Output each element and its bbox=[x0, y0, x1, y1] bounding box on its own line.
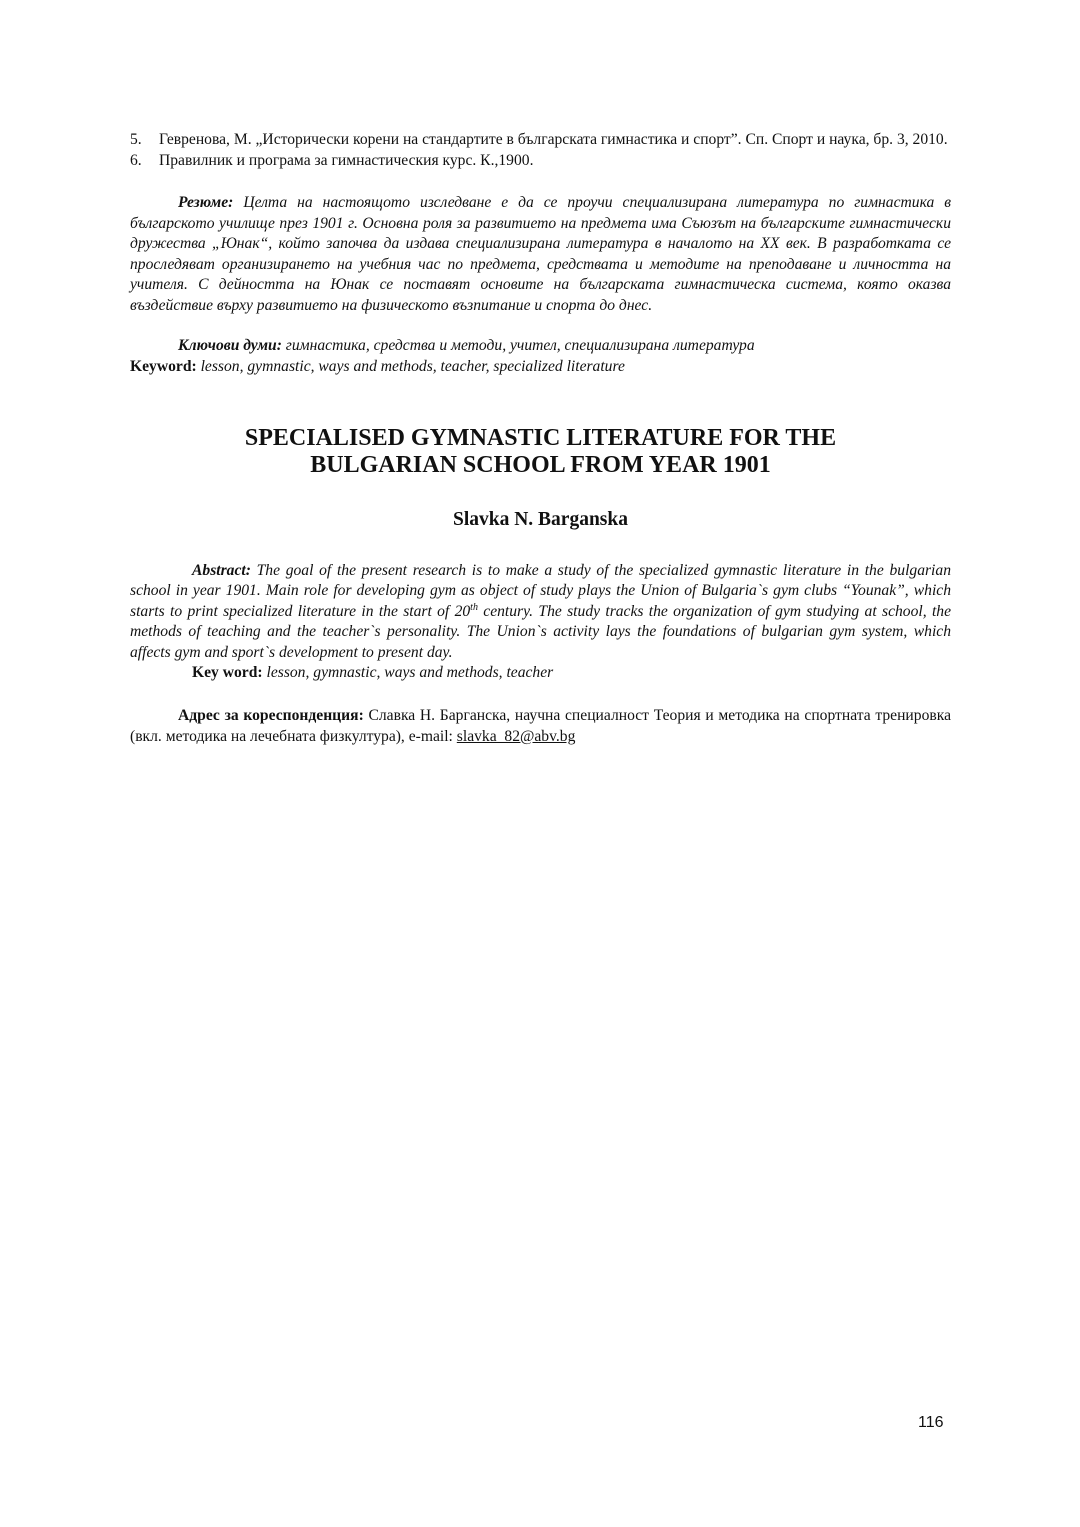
keywords-en bbox=[130, 357, 951, 378]
reference-item bbox=[130, 130, 951, 151]
reference-number: 5. bbox=[130, 131, 142, 148]
author-name: Slavka N. Barganska bbox=[452, 509, 628, 530]
page-number: 116 bbox=[918, 1414, 944, 1431]
paper-title-line-2: BULGARIAN SCHOOL FROM YEAR 1901 bbox=[310, 452, 771, 478]
keywords-en-text: lesson, gymnastic, ways and methods, teacher, specialized literature bbox=[196, 357, 625, 375]
reference-number: 6. bbox=[130, 151, 142, 169]
address-text: Славка Н. Барганска, научна специалност Теория и методика на спортната тренировка (вкл. методика на лечебната физкултура), e-mail: bbox=[130, 707, 951, 745]
keywords-en-label: Keyword: bbox=[130, 357, 197, 375]
reference-item bbox=[130, 151, 951, 172]
abstract-superscript: th bbox=[470, 601, 478, 613]
paper-title bbox=[130, 425, 951, 479]
abstract-paragraph bbox=[130, 561, 951, 664]
resume-label: Резюме: bbox=[178, 194, 234, 211]
key-word-text: lesson, gymnastic, ways and methods, teacher bbox=[262, 663, 554, 681]
reference-text: Гевренова, М. „Исторически корени на стандартите в българската гимнастика и спорт”. Сп. Спорт и наука, бр. 3, 2010. bbox=[159, 131, 948, 148]
abstract-text-1: The goal of the present research is to make a study of the specialized gymnastic literature in the bulgarian school in year 1901. Main role for developing gym as object of study plays the Union of Bulgaria`s gym clubs “Younak”, which starts to print specialized literature in the start of 20 bbox=[130, 561, 951, 620]
keywords-bg bbox=[130, 336, 951, 357]
abstract-text-2: century. The study tracks the organization of gym studying at school, the methods of teaching and the teacher`s personality. The Union`s activity lays the foundations of bulgarian gym system, which affects gym and sport`s development to present day. bbox=[130, 602, 951, 661]
keywords-bg-text: гимнастика, средства и методи, учител, специализирана литература bbox=[281, 337, 755, 354]
address-label: Адрес за кореспонденция: bbox=[178, 707, 364, 725]
reference-list bbox=[130, 130, 951, 171]
correspondence-address bbox=[130, 706, 951, 747]
page-content bbox=[130, 130, 951, 763]
abstract-label: Abstract: bbox=[192, 561, 251, 579]
key-word-label: Key word: bbox=[192, 663, 263, 681]
paper-title-line-1: SPECIALISED GYMNASTIC LITERATURE FOR THE bbox=[244, 425, 837, 451]
resume-paragraph bbox=[130, 193, 951, 316]
email-link[interactable]: slavka_82@abv.bg bbox=[456, 727, 576, 745]
reference-text: Правилник и програма за гимнастическия курс. К.,1900. bbox=[159, 151, 534, 169]
key-word-line bbox=[130, 663, 951, 684]
resume-text: Целта на настоящото изследване е да се проучи специализирана литература по гимнастика в българското училище през 1901 г. Основна роля за развитието на предмета има Съюзът на българските гимнастически дружества „Юнак“, който започва да издава специализирана литература в началото на XX век. В разработката се проследяват организирането на учебния час по предмета, средствата и методите на преподаване и личността на учителя. С дейността на Юнак се поставят основите на българската гимнастическа система, която оказва въздействие върху развитието на физическото възпитание и спорта до днес. bbox=[130, 194, 951, 314]
keywords-bg-label: Ключови думи: bbox=[178, 337, 282, 354]
